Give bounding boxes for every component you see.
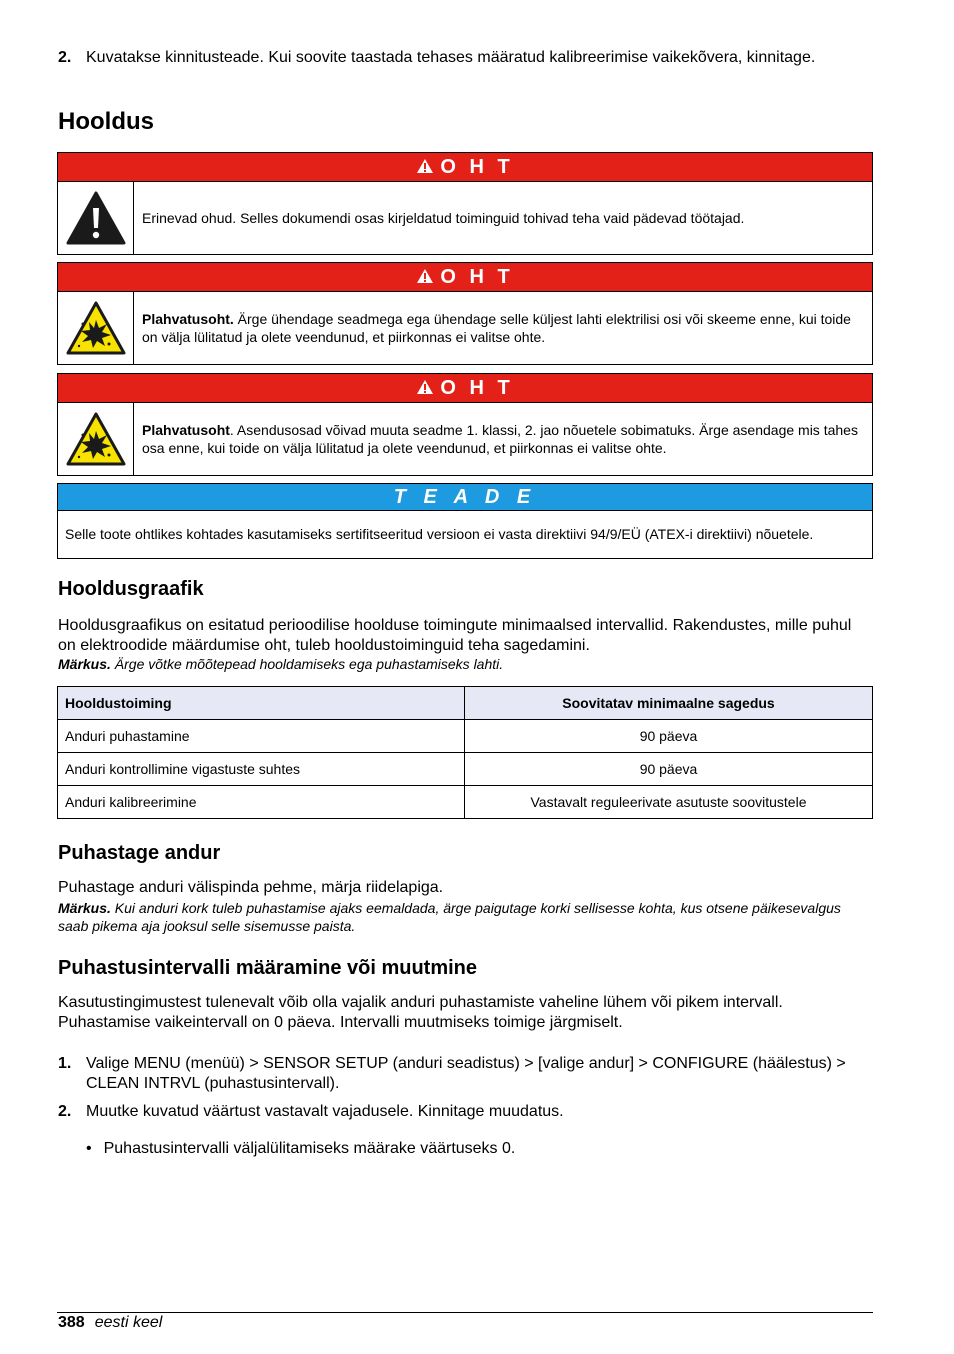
footer-divider <box>57 1312 873 1313</box>
interval-title: Puhastusintervalli määramine või muutmine <box>58 957 478 979</box>
warning-text <box>134 403 872 475</box>
schedule-text: Hooldusgraafikus on esitatud perioodilise hoolduse toimingute minimaalsed intervallid. Rakendustes, mille puhul on elektroodide määrdumise oht, tuleb hooldustoiminguid teha sagedamini. <box>58 617 852 654</box>
warning-box-1 <box>57 152 873 255</box>
table-cell: 90 päeva <box>465 720 873 753</box>
step-text: Kuvatakse kinnitusteade. Kui soovite taastada tehases määratud kalibreerimise vaikekõvera, kinnitage. <box>86 49 816 66</box>
maintenance-table <box>57 686 873 819</box>
footer <box>58 1313 162 1333</box>
note-text: Kui anduri kork tuleb puhastamise ajaks eemaldada, ärge paigutage korki sellisesse kohta, kus otsene päikesevalgus saab pikema aja jooksul selle sisemusse paista. <box>58 900 841 934</box>
step-text: Muutke kuvatud väärtust vastavalt vajadusele. Kinnitage muudatus. <box>86 1103 564 1120</box>
footer-language: eesti keel <box>94 1314 163 1331</box>
table-header: Soovitatav minimaalne sagedus <box>465 687 873 720</box>
warning-triangle-icon <box>416 379 434 395</box>
clean-title: Puhastage andur <box>58 842 221 864</box>
warning-band <box>58 374 872 403</box>
bullet-item <box>86 1139 515 1159</box>
warning-body: . Asendusosad võivad muuta seadme 1. klassi, 2. jao nõuetele sobimatuks. Ärge asendage mis tahes osa enne, kui toide on välja lülitatud ja olete veendunud, et piirkonnas ei valitse ohte. <box>142 422 858 456</box>
schedule-note <box>58 655 872 673</box>
page-number: 388 <box>58 1314 85 1331</box>
table-cell: Anduri kalibreerimine <box>58 786 465 819</box>
warning-body: Erinevad ohud. Selles dokumendi osas kirjeldatud toiminguid tohivad teha vaid pädevad töötajad. <box>142 210 745 226</box>
step-number: 2. <box>58 1103 72 1120</box>
warning-triangle-icon <box>416 268 434 284</box>
table-cell: Anduri kontrollimine vigastuste suhtes <box>58 753 465 786</box>
warning-box-2 <box>57 262 873 365</box>
interval-step-1 <box>58 1054 872 1094</box>
step-number: 2. <box>58 49 72 66</box>
warning-band <box>58 263 872 292</box>
notice-box <box>57 483 873 559</box>
note-label: Märkus. <box>58 656 111 672</box>
warning-bold: Plahvatusoht <box>142 422 230 438</box>
section-title: Hooldus <box>58 108 154 135</box>
step-text: Valige MENU (menüü) > SENSOR SETUP (anduri seadistus) > [valige andur] > CONFIGURE (häälestus) > CLEAN INTRVL (puhastusintervall). <box>86 1055 846 1092</box>
warning-band <box>58 153 872 182</box>
explosion-hazard-icon <box>58 403 134 475</box>
note-text: Ärge võtke mõõtepead hooldamiseks ega puhastamiseks lahti. <box>110 656 504 672</box>
table-row <box>58 786 873 819</box>
warning-bold: Plahvatusoht. <box>142 311 234 327</box>
table-row <box>58 753 873 786</box>
bullet-text: Puhastusintervalli väljalülitamiseks määrake väärtuseks 0. <box>103 1140 516 1157</box>
bullet-dot-icon: • <box>86 1140 92 1157</box>
warning-text <box>134 182 872 254</box>
clean-text: Puhastage anduri välispinda pehme, märja riidelapiga. <box>58 879 444 896</box>
step-number: 1. <box>58 1055 72 1072</box>
top-step <box>58 48 872 68</box>
warning-label: O H T <box>440 266 514 288</box>
explosion-hazard-icon <box>58 292 134 364</box>
table-header: Hooldustoiming <box>58 687 465 720</box>
notice-text: Selle toote ohtlikes kohtades kasutamiseks sertifitseeritud versioon ei vasta direktiivi 94/9/EÜ (ATEX-i direktiivi) nõuetele. <box>65 526 814 542</box>
warning-box-3 <box>57 373 873 476</box>
table-row <box>58 720 873 753</box>
table-header-row <box>58 687 873 720</box>
warning-triangle-icon <box>416 158 434 174</box>
warning-body: Ärge ühendage seadmega ega ühendage selle küljest lahti elektrilisi osi või skeeme enne, kui toide on välja lülitatud ja olete veendunud, et piirkonnas ei valitse ohte. <box>142 311 851 345</box>
warning-label: O H T <box>440 377 514 399</box>
note-label: Märkus. <box>58 900 111 916</box>
general-hazard-icon <box>58 182 134 254</box>
interval-step-2 <box>58 1102 872 1122</box>
warning-text <box>134 292 872 364</box>
notice-band: T E A D E <box>58 484 872 511</box>
table-cell: Anduri puhastamine <box>58 720 465 753</box>
interval-text: Kasutustingimustest tulenevalt võib olla vajalik anduri puhastamiste vaheline lühem või pikem intervall. Puhastamise vaikeintervall on 0 päeva. Intervalli muutmiseks toimige järgmiselt. <box>58 994 783 1031</box>
clean-note <box>58 899 872 935</box>
table-cell: Vastavalt reguleerivate asutuste soovitustele <box>465 786 873 819</box>
warning-label: O H T <box>440 156 514 178</box>
schedule-title: Hooldusgraafik <box>58 578 204 600</box>
table-cell: 90 päeva <box>465 753 873 786</box>
